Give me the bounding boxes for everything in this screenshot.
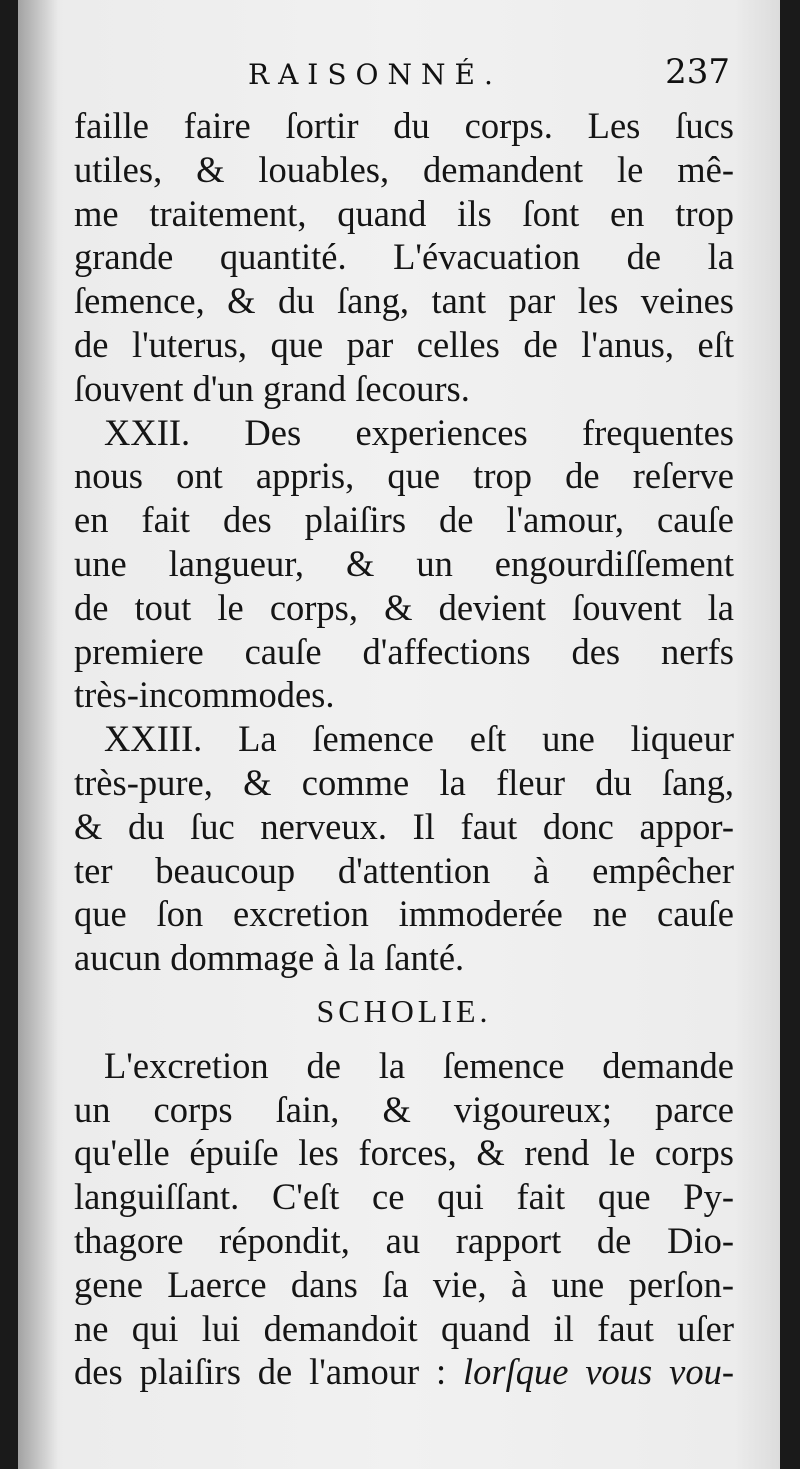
text-line: faille faire ſortir du corps. Les ſucs: [74, 105, 734, 146]
text-line: & du ſuc nerveux. Il faut donc appor-: [74, 805, 734, 847]
section-heading-scholie: SCHOLIE.: [316, 992, 492, 1029]
text-line: très-incommodes.: [74, 674, 335, 716]
text-line: grande quantité. L'évacuation de la: [74, 236, 734, 278]
running-head: [18, 52, 780, 98]
text-line: ter beaucoup d'attention à empêcher: [74, 849, 734, 891]
body-text: [74, 104, 734, 1394]
page-number: 237: [665, 52, 730, 92]
text-line: ne qui lui demandoit quand il faut uſer: [74, 1307, 734, 1349]
text-line: une langueur, & un engourdiſſement: [74, 542, 734, 584]
text-line: premiere cauſe d'affections des nerfs: [74, 630, 734, 672]
text-line: qu'elle épuiſe les forces, & rend le corps: [74, 1132, 734, 1174]
final-roman-text: des plaiſirs de l'amour :: [74, 1351, 447, 1393]
scholie-start: L'excretion de la ſemence demande: [104, 1044, 734, 1086]
text-line: aucun dommage à la ſanté.: [74, 937, 465, 979]
final-italic-text: lorſque vous vou-: [463, 1351, 735, 1393]
text-line: ſemence, & du ſang, tant par les veines: [74, 280, 734, 322]
text-line: de l'uterus, que par celles de l'anus, eſt: [74, 323, 734, 365]
text-line: languiſſant. C'eſt ce qui fait que Py-: [74, 1176, 734, 1218]
gutter-shadow: [18, 0, 58, 1469]
text-line: de tout le corps, & devient ſouvent la: [74, 586, 734, 628]
text-line: en fait des plaiſirs de l'amour, cauſe: [74, 499, 734, 541]
text-line: thagore répondit, au rapport de Dio-: [74, 1219, 734, 1261]
text-line: très-pure, & comme la fleur du ſang,: [74, 761, 734, 803]
text-line-final: [74, 1350, 734, 1394]
text-line: me traitement, quand ils ſont en trop: [74, 192, 734, 234]
text-line: utiles, & louables, demandent le mê-: [74, 148, 734, 190]
section-xxii-start: XXII. Des experiences frequentes: [104, 411, 734, 453]
text-line: que ſon excretion immoderée ne cauſe: [74, 893, 734, 935]
book-page: [18, 0, 780, 1469]
text-line: un corps ſain, & vigoureux; parce: [74, 1088, 734, 1130]
text-line: gene Laerce dans ſa vie, à une perſon-: [74, 1263, 734, 1305]
section-xxiii-start: XXIII. La ſemence eſt une liqueur: [104, 718, 734, 760]
running-title: RAISONNÉ.: [248, 58, 502, 91]
text-line: nous ont appris, que trop de reſerve: [74, 455, 734, 497]
text-line: ſouvent d'un grand ſecours.: [74, 367, 470, 409]
